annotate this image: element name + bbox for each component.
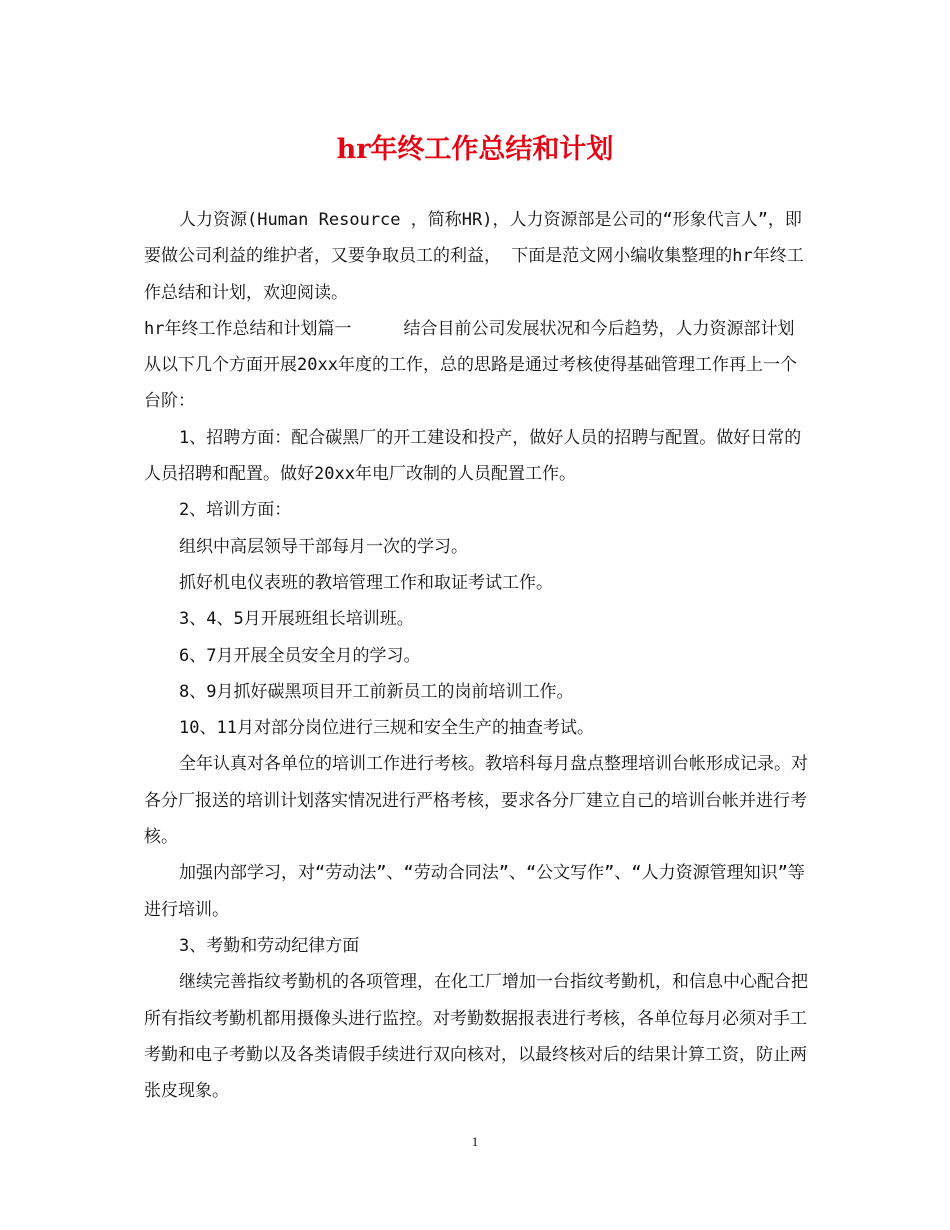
training-heading: 2、培训方面： bbox=[179, 500, 292, 521]
attendance-paragraph: 继续完善指纹考勤机的各项管理，在化工厂增加一台指纹考勤机，和信息中心配合把所有指纹考勤机都用摄像头进行监控。对考勤数据报表进行考核，各单位每月必须对手工考勤和电子考勤以及各类请假手续进行双向核对，以最终核对后的结果计算工资，防止两张皮现象。 bbox=[144, 972, 808, 1102]
page-number: 1 bbox=[471, 1134, 479, 1149]
training-assessment-paragraph: 全年认真对各单位的培训工作进行考核。教培科每月盘点整理培训台帐形成记录。对各分厂报送的培训计划落实情况进行严格考核，要求各分厂建立自己的培训台帐并进行考核。 bbox=[144, 754, 808, 848]
training-item: 6、7月开展全员安全月的学习。 bbox=[179, 645, 421, 666]
section-heading: hr年终工作总结和计划篇一 bbox=[144, 318, 352, 339]
training-item: 10、11月对部分岗位进行三规和安全生产的抽查考试。 bbox=[179, 718, 594, 739]
attendance-heading: 3、考勤和劳动纪律方面 bbox=[179, 935, 360, 956]
document-title: hr年终工作总结和计划 bbox=[336, 134, 614, 165]
section-intro: 结合目前公司发展状况和今后趋势，人力资源部计划从以下几个方面开展20xx年度的工作，总的思路是通过考核使得基础管理工作再上一个台阶： bbox=[144, 318, 797, 412]
training-item: 组织中高层领导干部每月一次的学习。 bbox=[179, 536, 468, 557]
training-item: 8、9月抓好碳黑项目开工前新员工的岗前培训工作。 bbox=[179, 681, 574, 702]
intro-paragraph: 人力资源(Human Resource ，简称HR)，人力资源部是公司的“形象代言人”，即要做公司利益的维护者，又要争取员工的利益， 下面是范文网小编收集整理的hr年终工作总结和计划，欢迎阅读。 bbox=[144, 210, 804, 303]
document-body bbox=[144, 202, 808, 1109]
training-item: 3、4、5月开展班组长培训班。 bbox=[179, 609, 414, 630]
section-paragraph bbox=[144, 311, 808, 420]
internal-study-paragraph: 加强内部学习，对“劳动法”、“劳动合同法”、“公文写作”、“人力资源管理知识”等进行培训。 bbox=[144, 863, 805, 920]
recruitment-paragraph: 1、招聘方面：配合碳黑厂的开工建设和投产，做好人员的招聘与配置。做好日常的人员招聘和配置。做好20xx年电厂改制的人员配置工作。 bbox=[144, 427, 802, 485]
training-item: 抓好机电仪表班的教培管理工作和取证考试工作。 bbox=[179, 572, 553, 593]
